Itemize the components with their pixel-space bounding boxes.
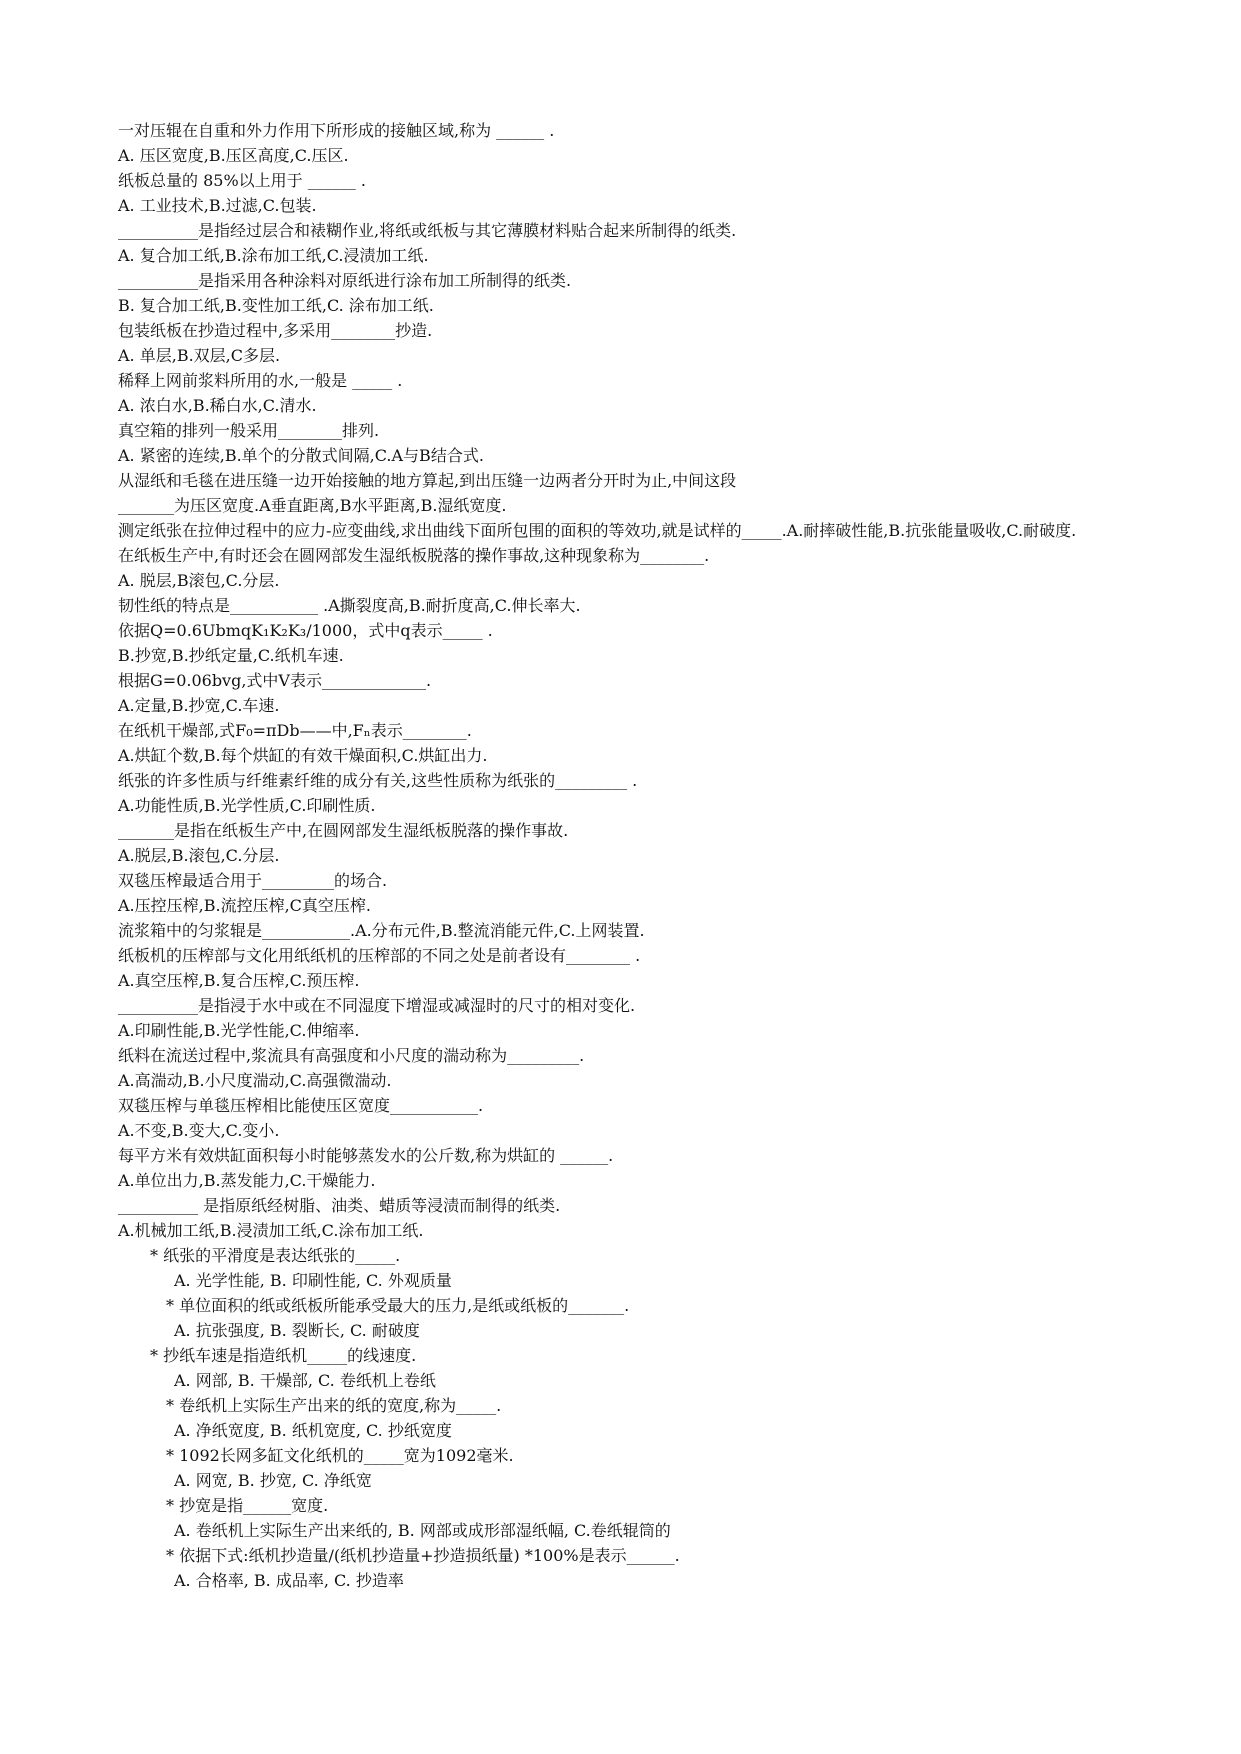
option-line: A. 抗张强度, B. 裂断长, C. 耐破度 <box>174 1321 420 1340</box>
text-line: A. 浓白水,B.稀白水,C.清水. <box>118 396 317 415</box>
text-line: 一对压辊在自重和外力作用下所形成的接触区域,称为 ______ . <box>118 121 555 140</box>
text-line: A. 工业技术,B.过滤,C.包装. <box>118 196 317 215</box>
text-line: 流浆箱中的匀浆辊是___________.A.分布元件,B.整流消能元件,C.上网装置. <box>118 921 645 940</box>
starred-question: * 纸张的平滑度是表达纸张的_____. <box>150 1246 401 1265</box>
text-line: 双毯压榨最适合用于_________的场合. <box>118 871 388 890</box>
text-line: 在纸板生产中,有时还会在圆网部发生湿纸板脱落的操作事故,这种现象称为________. <box>118 546 710 565</box>
text-line: __________是指经过层合和裱糊作业,将纸或纸板与其它薄膜材料贴合起来所制得的纸类. <box>118 221 737 240</box>
text-line: 每平方米有效烘缸面积每小时能够蒸发水的公斤数,称为烘缸的 ______. <box>118 1146 614 1165</box>
starred-question: * 抄纸车速是指造纸机_____的线速度. <box>150 1346 417 1365</box>
text-line: 从湿纸和毛毯在进压缝一边开始接触的地方算起,到出压缝一边两者分开时为止,中间这段 <box>118 471 737 490</box>
text-line: A.脱层,B.滚包,C.分层. <box>118 846 280 865</box>
text-line: B.抄宽,B.抄纸定量,C.纸机车速. <box>118 646 344 665</box>
starred-question: * 1092长网多缸文化纸机的_____宽为1092毫米. <box>166 1446 514 1465</box>
text-line: 纸板总量的 85%以上用于 ______ . <box>118 171 366 190</box>
text-line: 纸张的许多性质与纤维素纤维的成分有关,这些性质称为纸张的_________ . <box>118 771 638 790</box>
text-line: 稀释上网前浆料所用的水,一般是 _____ . <box>118 371 403 390</box>
starred-question: * 卷纸机上实际生产出来的纸的宽度,称为_____. <box>166 1396 502 1415</box>
text-line: 韧性纸的特点是___________ .A撕裂度高,B.耐折度高,C.伸长率大. <box>118 596 581 615</box>
text-line: A.定量,B.抄宽,C.车速. <box>118 696 280 715</box>
option-line: A. 光学性能, B. 印刷性能, C. 外观质量 <box>174 1271 452 1290</box>
option-line: A. 网部, B. 干燥部, C. 卷纸机上卷纸 <box>174 1371 436 1390</box>
text-line: __________ 是指原纸经树脂、油类、蜡质等浸渍而制得的纸类. <box>118 1196 561 1215</box>
text-line: A.高湍动,B.小尺度湍动,C.高强微湍动. <box>118 1071 392 1090</box>
option-line: A. 净纸宽度, B. 纸机宽度, C. 抄纸宽度 <box>174 1421 452 1440</box>
text-line: A. 压区宽度,B.压区高度,C.压区. <box>118 146 349 165</box>
option-line: A. 卷纸机上实际生产出来纸的, B. 网部或成形部湿纸幅, C.卷纸辊筒的 <box>174 1521 671 1540</box>
text-line: A. 单层,B.双层,C多层. <box>118 346 281 365</box>
text-line: A.不变,B.变大,C.变小. <box>118 1121 280 1140</box>
text-line: 包装纸板在抄造过程中,多采用________抄造. <box>118 321 433 340</box>
text-line: __________是指浸于水中或在不同湿度下增湿或减湿时的尺寸的相对变化. <box>118 996 636 1015</box>
text-line: 依据Q=0.6UbmqK₁K₂K₃/1000，式中q表示_____ . <box>118 621 493 640</box>
text-line: _______是指在纸板生产中,在圆网部发生湿纸板脱落的操作事故. <box>118 821 569 840</box>
text-line: A.单位出力,B.蒸发能力,C.干燥能力. <box>118 1171 376 1190</box>
text-line: 测定纸张在拉伸过程中的应力-应变曲线,求出曲线下面所包围的面积的等效功,就是试样的_____.A.耐摔破性能,B.抗张能量吸收,C.耐破度. <box>118 521 1077 540</box>
text-line: A.功能性质,B.光学性质,C.印刷性质. <box>118 796 376 815</box>
text-line: 双毯压榨与单毯压榨相比能使压区宽度___________. <box>118 1096 484 1115</box>
text-line: A.机械加工纸,B.浸渍加工纸,C.涂布加工纸. <box>118 1221 424 1240</box>
text-line: A.压控压榨,B.流控压榨,C真空压榨. <box>118 896 371 915</box>
starred-question: * 依据下式:纸机抄造量/(纸机抄造量+抄造损纸量) *100%是表示______. <box>166 1546 680 1565</box>
text-line: A.真空压榨,B.复合压榨,C.预压榨. <box>118 971 360 990</box>
text-line: 纸板机的压榨部与文化用纸纸机的压榨部的不同之处是前者设有________ . <box>118 946 641 965</box>
text-line: A. 紧密的连续,B.单个的分散式间隔,C.A与B结合式. <box>118 446 484 465</box>
text-line: 根据G=0.06bvg,式中V表示_____________. <box>118 671 432 690</box>
text-line: A.烘缸个数,B.每个烘缸的有效干燥面积,C.烘缸出力. <box>118 746 488 765</box>
text-line: _______为压区宽度.A垂直距离,B水平距离,B.湿纸宽度. <box>118 496 507 515</box>
question-list <box>118 118 1138 1593</box>
text-line: 纸料在流送过程中,浆流具有高强度和小尺度的湍动称为_________. <box>118 1046 585 1065</box>
text-line: 在纸机干燥部,式F₀=πDb——中,Fₙ表示________. <box>118 721 472 740</box>
text-line: B. 复合加工纸,B.变性加工纸,C. 涂布加工纸. <box>118 296 434 315</box>
text-line: A.印刷性能,B.光学性能,C.伸缩率. <box>118 1021 360 1040</box>
starred-question: * 单位面积的纸或纸板所能承受最大的压力,是纸或纸板的_______. <box>166 1296 630 1315</box>
option-line: A. 合格率, B. 成品率, C. 抄造率 <box>174 1571 404 1590</box>
option-line: A. 网宽, B. 抄宽, C. 净纸宽 <box>174 1471 372 1490</box>
text-line: A. 复合加工纸,B.涂布加工纸,C.浸渍加工纸. <box>118 246 429 265</box>
text-line: __________是指采用各种涂料对原纸进行涂布加工所制得的纸类. <box>118 271 572 290</box>
starred-question: * 抄宽是指______宽度. <box>166 1496 329 1515</box>
text-line: A. 脱层,B滚包,C.分层. <box>118 571 280 590</box>
text-line: 真空箱的排列一般采用________排列. <box>118 421 380 440</box>
